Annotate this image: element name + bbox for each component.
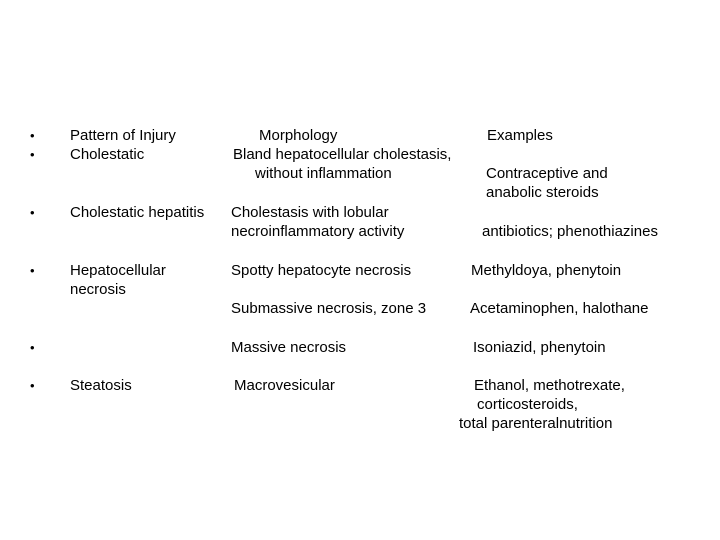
examples-cholestatic-hepatitis: antibiotics; phenothiazines	[482, 223, 658, 240]
morphology-submassive-necrosis: Submassive necrosis, zone 3	[231, 300, 427, 317]
examples-cholestatic-line-2: anabolic steroids	[486, 184, 599, 201]
morphology-cholestatic-line-1: Bland hepatocellular cholestasis,	[233, 146, 452, 163]
examples-steatosis-line-1: Ethanol, methotrexate,	[474, 377, 625, 394]
pattern-hepatocellular-necrosis-line-2: necrosis	[70, 281, 126, 298]
examples-spotty-necrosis: Methyldoya, phenytoin	[471, 262, 622, 279]
examples-steatosis-line-3: total parenteralnutrition	[459, 415, 613, 432]
morphology-massive-necrosis: Massive necrosis	[231, 339, 347, 356]
examples-massive-necrosis: Isoniazid, phenytoin	[473, 339, 606, 356]
header-morphology: Morphology	[259, 127, 338, 144]
examples-cholestatic-line-1: Contraceptive and	[486, 165, 608, 182]
header-pattern-of-injury: Pattern of Injury	[70, 127, 176, 144]
morphology-steatosis: Macrovesicular	[234, 377, 335, 394]
morphology-cholestatic-hepatitis-line-2: necroinflammatory activity	[231, 223, 405, 240]
bullet-massive-necrosis: •	[30, 340, 35, 355]
bullet-cholestatic: •	[30, 147, 35, 162]
header-examples: Examples	[487, 127, 553, 144]
bullet-cholestatic-hepatitis: •	[30, 205, 35, 220]
pattern-cholestatic-hepatitis: Cholestatic hepatitis	[70, 204, 205, 221]
examples-submassive-necrosis: Acetaminophen, halothane	[470, 300, 649, 317]
morphology-cholestatic-line-2: without inflammation	[255, 165, 392, 182]
pattern-steatosis: Steatosis	[70, 377, 132, 394]
pattern-hepatocellular-necrosis-line-1: Hepatocellular	[70, 262, 166, 279]
morphology-spotty-necrosis: Spotty hepatocyte necrosis	[231, 262, 412, 279]
examples-steatosis-line-2: corticosteroids,	[477, 396, 578, 413]
bullet-header: •	[30, 128, 35, 143]
bullet-steatosis: •	[30, 378, 35, 393]
bullet-hepatocellular-necrosis: •	[30, 263, 35, 278]
pattern-cholestatic: Cholestatic	[70, 146, 145, 163]
morphology-cholestatic-hepatitis-line-1: Cholestasis with lobular	[231, 204, 389, 221]
